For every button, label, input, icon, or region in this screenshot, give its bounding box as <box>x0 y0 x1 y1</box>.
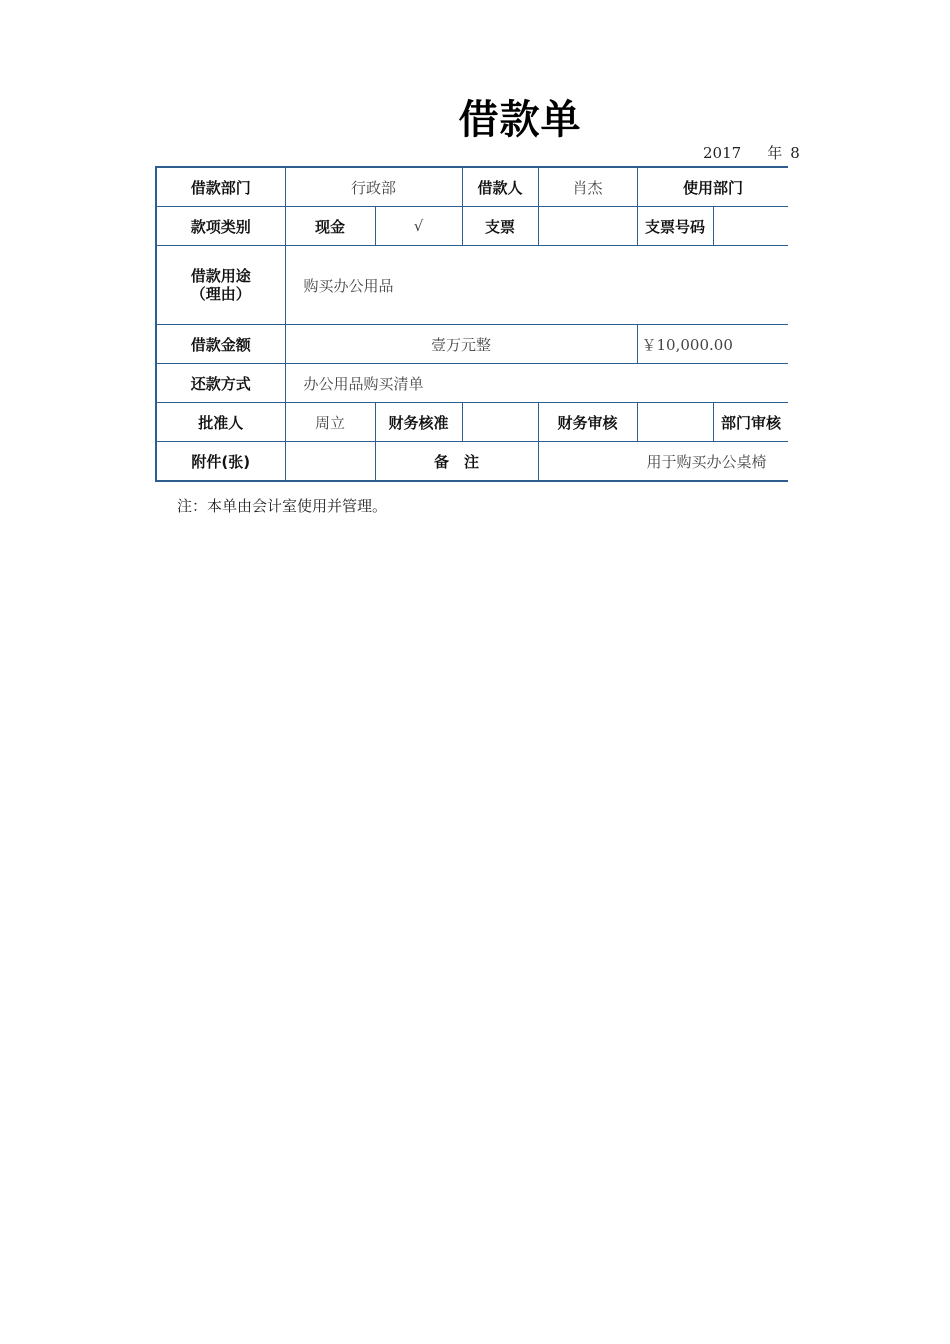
finance-approve-value[interactable] <box>462 403 538 442</box>
purpose-label <box>156 246 285 325</box>
finance-review-label: 财务审核 <box>538 403 637 442</box>
borrower-label: 借款人 <box>462 167 538 207</box>
check-label: 支票 <box>462 207 538 246</box>
purpose-label-line2: （理由） <box>190 285 251 303</box>
table-row <box>156 246 788 325</box>
type-label: 款项类别 <box>156 207 285 246</box>
footnote: 注：本单由会计室使用并管理。 <box>177 497 388 515</box>
approver-value[interactable]: 周立 <box>285 403 375 442</box>
remark-label: 备 注 <box>375 442 538 482</box>
dept-value[interactable]: 行政部 <box>285 167 462 207</box>
check-value[interactable] <box>538 207 637 246</box>
purpose-label-line1: 借款用途 <box>190 267 251 285</box>
loan-form-table <box>155 166 788 482</box>
cash-label: 现金 <box>285 207 375 246</box>
check-number-label: 支票号码 <box>637 207 713 246</box>
purpose-value[interactable]: 购买办公用品 <box>285 246 788 325</box>
approver-label: 批准人 <box>156 403 285 442</box>
table-row <box>156 207 788 246</box>
attachment-label: 附件(张) <box>156 442 285 482</box>
cash-checkmark[interactable]: √ <box>375 207 462 246</box>
table-row <box>156 442 788 482</box>
table-row <box>156 167 788 207</box>
table-row <box>156 364 788 403</box>
date-year: 2017 <box>703 144 742 162</box>
amount-label: 借款金额 <box>156 325 285 364</box>
finance-review-value[interactable] <box>637 403 713 442</box>
page-title: 借款单 <box>458 97 582 143</box>
borrower-value[interactable]: 肖杰 <box>538 167 637 207</box>
repay-value[interactable]: 办公用品购买清单 <box>285 364 788 403</box>
attachment-value[interactable] <box>285 442 375 482</box>
remark-value[interactable]: 用于购买办公桌椅 <box>538 442 788 482</box>
use-dept-label: 使用部门 <box>637 167 788 207</box>
dept-label: 借款部门 <box>156 167 285 207</box>
check-number-value[interactable] <box>713 207 788 246</box>
amount-words[interactable]: 壹万元整 <box>285 325 637 364</box>
table-row <box>156 325 788 364</box>
date-line <box>703 142 800 163</box>
date-month: 8 <box>790 144 800 162</box>
dept-review-label: 部门审核 <box>713 403 788 442</box>
repay-label: 还款方式 <box>156 364 285 403</box>
table-row <box>156 403 788 442</box>
loan-form <box>155 166 788 484</box>
date-year-unit: 年 <box>767 144 783 162</box>
amount-number[interactable]: ￥10,000.00 <box>637 325 788 364</box>
finance-approve-label: 财务核准 <box>375 403 462 442</box>
